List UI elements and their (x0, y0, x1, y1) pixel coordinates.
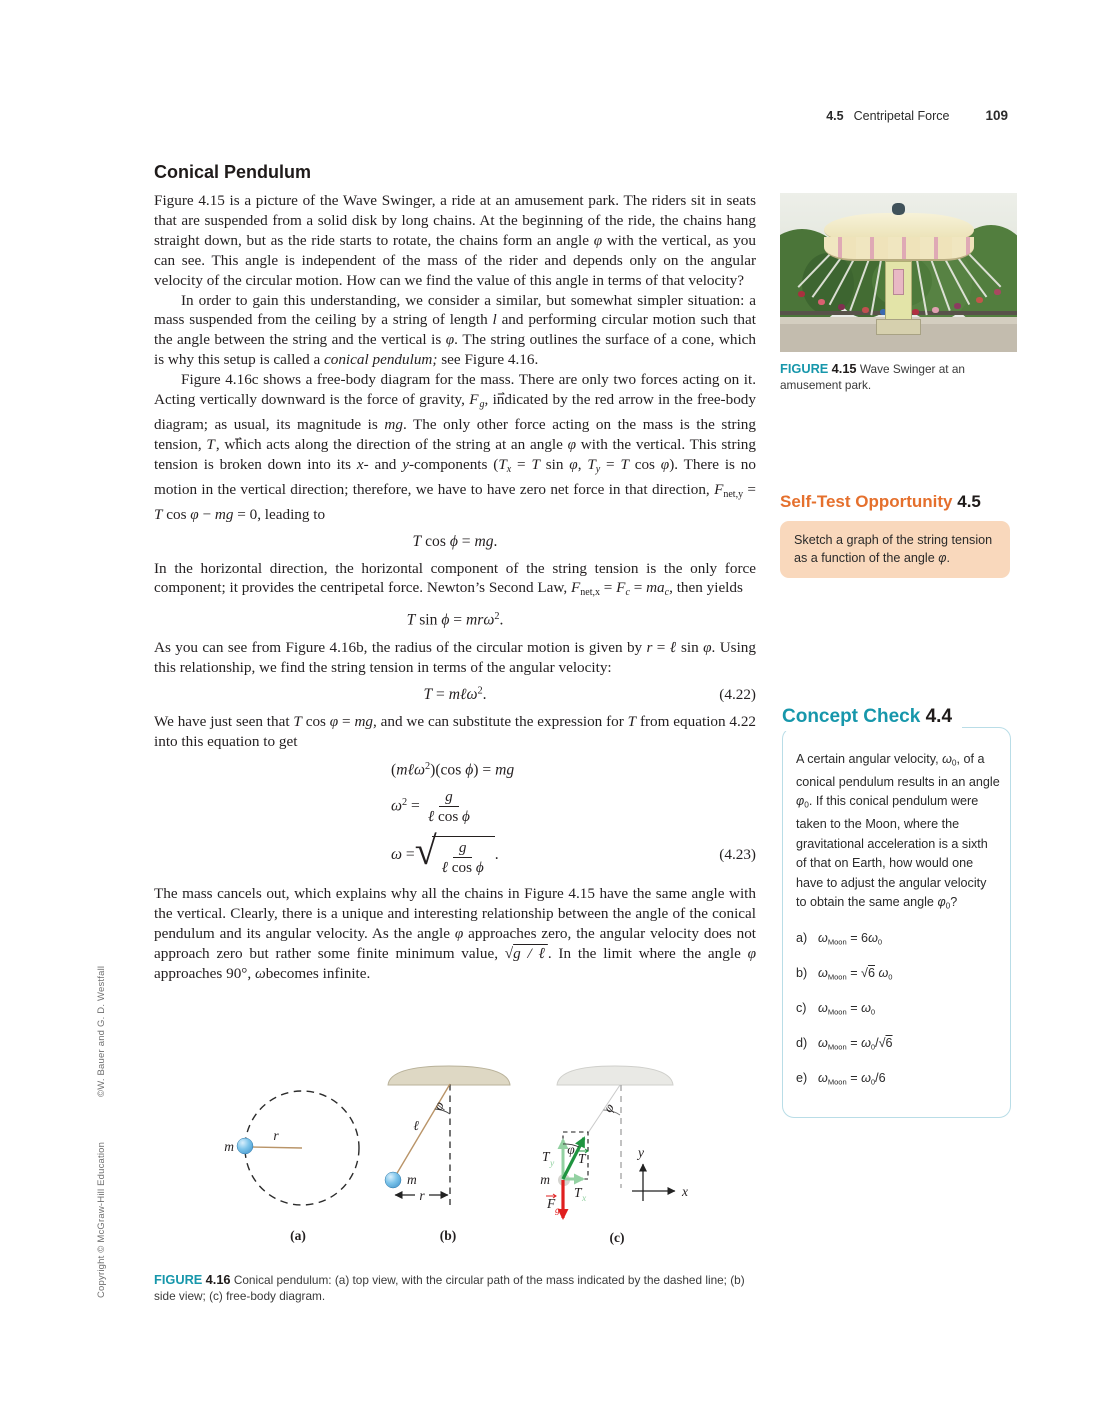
copyright-publisher: Copyright © McGraw-Hill Education (96, 1141, 107, 1298)
derivation-block (154, 760, 756, 876)
main-column (154, 160, 756, 984)
paragraph-5: As you can see from Figure 4.16b, the radius of the circular motion is given by r = ℓ sin φ. Using this relationship, we find the string tension in terms of the angular velocity: (154, 638, 756, 676)
paragraph-7: The mass cancels out, which explains why all the chains in Figure 4.15 have the same angle with the vertical. Clearly, there is a unique and interesting relationship between the angle of the conical pendulum and its angular velocity. As the angle φ approaches zero, the angular velocity does not approach zero but rather some finite minimum value, √g / ℓ. In the limit where the angle φ approaches 90°, ωbecomes infinite. (154, 885, 757, 982)
square-root-body (432, 836, 495, 876)
equation-tsin: T sin ϕ = mrω$^2$. (406, 611, 504, 629)
angle-label: φ (567, 1142, 575, 1157)
paragraph-3: Figure 4.16c shows a free-body diagram for the mass. There are only two forces acting on it. Acting vertically downward is the force of gravity, F $⇀_g$, indicated by the red arrow in the free-body diagram; as usual, its magnitude is mg. The only other force acting on the mass is the string tension, T ⇀, which acts along the direction of the string at an angle φ with the vertical. This string tension is broken down into its x- and y-components ($T_x = T$ sin φ, $T_y = T$ cos φ). There is no motion in the vertical direction; therefore, we have to have zero net force in that direction, $F_{net,y} = T$ cos φ − mg = 0, leading to (154, 370, 756, 524)
equation-4-22-body: T = mℓω$^2$. (423, 685, 487, 704)
option-math: $\omega_{Moon} = \omega_0/√6$ (818, 1035, 893, 1052)
fraction-denominator: ℓ cos ϕ (427, 808, 470, 826)
paragraph-1: Figure 4.15 is a picture of the Wave Swinger, a ride at an amusement park. The riders sit in seats that are suspended from a solid disk by long chains. At the beginning of the ride, the chains hang straight down, but as the ride starts to rotate, the chains form an angle φ with the vertical, as you can see. This angle is independent of the mass of the rider and depends only on the angular velocity of the circular motion. How can we find the value of this angle in terms of that velocity? (154, 192, 756, 289)
derivation-line-1 (154, 760, 756, 780)
tension-y-label: T (542, 1149, 550, 1164)
concept-check-options (796, 929, 1000, 1091)
x-axis-label: x (682, 1184, 688, 1199)
paragraph-4: In the horizontal direction, the horizontal component of the string tension is the only force component; it provides the centripetal force. Newton’s Second Law, $F_{net,x} = F_c = ma_c$, then yields (154, 559, 756, 599)
photo-rider (912, 309, 919, 315)
photo-base (876, 319, 921, 335)
tension-label: T (578, 1151, 586, 1166)
wave-swinger-photo (780, 193, 1017, 352)
section-number: 4.5 (826, 109, 844, 123)
mass-label: m (407, 1172, 417, 1187)
self-test-box (780, 521, 1010, 578)
mass-ball (385, 1172, 401, 1188)
option-label: d) (796, 1035, 808, 1050)
concept-check-heading (782, 706, 962, 731)
square-root (414, 828, 495, 877)
photo-rider (994, 289, 1001, 295)
photo-finial (892, 203, 905, 215)
length-label: ℓ (413, 1118, 419, 1133)
running-head (826, 108, 1008, 123)
section-heading: Conical Pendulum (154, 162, 312, 182)
paragraph-6: We have just seen that T cos φ = mg, and we can substitute the expression for T from equation 4.22 into this equation to get (154, 713, 757, 751)
photo-rider (862, 307, 869, 313)
option-math: $\omega_{Moon} = \omega_0$ (818, 1000, 876, 1017)
option-e (796, 1069, 1000, 1092)
fraction-numerator: g (453, 839, 473, 858)
gravity-label: F (547, 1196, 556, 1211)
mass-label: m (540, 1172, 550, 1187)
photo-tree (802, 253, 854, 315)
mass-label: m (224, 1139, 234, 1154)
gravity-sub: g (555, 1206, 560, 1216)
fraction-numerator: g (439, 788, 459, 807)
figure-4-16-diagram (150, 1058, 770, 1254)
figure-number: 4.16 (205, 1272, 231, 1287)
derivation-line-1-body: (mℓω$^2$)(cos ϕ) = mg (391, 760, 515, 779)
option-label: e) (796, 1070, 808, 1085)
derivation-line-3 (154, 828, 756, 877)
fraction-denominator: ℓ cos ϕ (441, 859, 484, 877)
radius-line (251, 1147, 302, 1148)
photo-rider (976, 297, 983, 303)
photo-rider (954, 303, 961, 309)
equation-number-4-22: (4.22) (719, 686, 756, 704)
option-d (796, 1034, 1000, 1057)
mass-ball (237, 1138, 253, 1154)
option-c (796, 999, 1000, 1022)
photo-rider (932, 307, 939, 313)
option-math: $\omega_{Moon} = 6\omega_0$ (818, 931, 883, 947)
derivation-line-2-lhs: $\omega^2$ = (391, 797, 420, 816)
section-title: Centripetal Force (853, 109, 950, 123)
copyright-authors: ©W. Bauer and G. D. Westfall (96, 965, 107, 1097)
option-math: $\omega_{Moon} = \omega_0/6$ (818, 1070, 886, 1086)
figure-caption-text: Wave Swinger at an amusement park. (780, 362, 965, 392)
radius-label: r (419, 1188, 425, 1203)
fraction (436, 839, 490, 876)
photo-rider (798, 291, 805, 297)
photo-column-panel (893, 269, 904, 295)
concept-check-box (782, 727, 1011, 1118)
photo-rider (838, 304, 845, 310)
angle-label: φ (600, 1100, 617, 1116)
option-a (796, 929, 1000, 952)
tension-x-label: T (574, 1185, 582, 1200)
self-test-heading (780, 492, 981, 512)
radical-sign: √ (414, 828, 437, 874)
concept-check-title: Concept Check (782, 706, 921, 727)
figure-label: FIGURE (154, 1272, 203, 1287)
option-label: b) (796, 966, 808, 981)
y-axis-label: y (638, 1145, 644, 1160)
derivation-line-3-lhs: ω = (391, 845, 415, 863)
photo-canopy-rim (824, 237, 974, 261)
option-label: c) (796, 1000, 807, 1015)
copyright-sidebar (96, 966, 107, 1298)
self-test-number: 4.5 (957, 492, 981, 511)
ceiling (557, 1066, 673, 1085)
figure-caption-text: Conical pendulum: (a) top view, with the circular path of the mass indicated by the dashed line; (b) side view; (c) free-body diagram. (154, 1273, 745, 1303)
figure-label: FIGURE (780, 361, 829, 376)
equation-period: . (494, 845, 499, 863)
self-test-title: Self-Test Opportunity (780, 492, 953, 511)
panel-label-a: (a) (290, 1228, 306, 1243)
equation-number-4-23: (4.23) (719, 845, 756, 863)
page-number: 109 (985, 108, 1008, 123)
concept-check-question: A certain angular velocity, $\omega_0$, of a conical pendulum results in an angle $\varphi_0$. If this conical pendulum were taken to the Moon, where the gravitational acceleration is a sixth of that on Earth, how would one have to adjust the angular velocity to obtain the same angle $\varphi_0$? (796, 752, 1000, 911)
option-b (796, 964, 1000, 987)
derivation-line-2 (154, 788, 756, 825)
equation-4-22 (154, 686, 756, 705)
angle-label: φ (430, 1098, 447, 1113)
radius-label: r (273, 1128, 279, 1143)
ceiling (388, 1066, 510, 1085)
panel-label-b: (b) (439, 1228, 457, 1243)
tension-x-sub: x (582, 1194, 587, 1204)
option-label: a) (796, 931, 808, 946)
paragraph-2: In order to gain this understanding, we consider a similar, but somewhat simpler situation: a mass suspended from the ceiling by a string of length l and performing circular motion such that the angle between the string and the vertical is φ. The string outlines the surface of a cone, which is why this setup is called a conical pendulum; see Figure 4.16. (154, 291, 756, 369)
figure-4-16-caption (154, 1272, 760, 1304)
photo-rider (818, 299, 825, 305)
concept-check-number: 4.4 (925, 706, 953, 727)
fraction (422, 788, 476, 825)
figure-number: 4.15 (831, 361, 857, 376)
tension-y-sub: y (550, 1159, 555, 1169)
string (393, 1084, 450, 1180)
figure-4-15-caption (780, 361, 1012, 393)
option-math: $\omega_{Moon} = √6$ $\omega_0$ (818, 966, 893, 982)
self-test-text: Sketch a graph of the string tension as a function of the angle φ. (794, 533, 993, 565)
equation-tcos: T cos ϕ = mg. (412, 532, 498, 550)
panel-label-c: (c) (609, 1230, 625, 1245)
